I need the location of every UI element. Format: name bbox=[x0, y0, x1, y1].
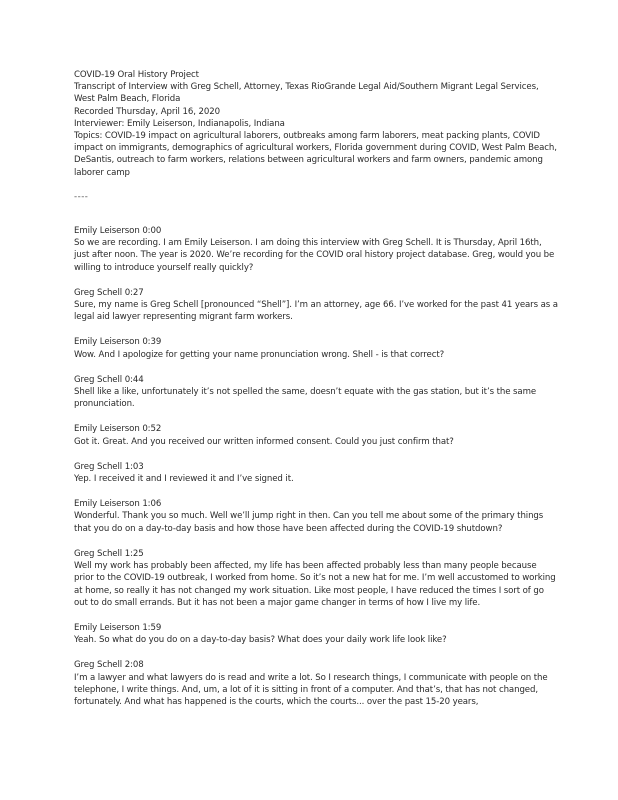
transcript-entry bbox=[74, 374, 558, 411]
speaker-timestamp: Emily Leiserson 1:59 bbox=[74, 622, 162, 633]
interviewer-info: Interviewer: Emily Leiserson, Indianapolis, Indiana bbox=[74, 118, 285, 129]
utterance-text: Shell like a like, unfortunately it’s not spelled the same, doesn’t equate with the gas station, but it’s the same pronunciation. bbox=[74, 387, 537, 410]
transcript-entry bbox=[74, 548, 558, 609]
utterance-text: So we are recording. I am Emily Leiserson. I am doing this interview with Greg Schell. It is Thursday, April 16th, just after noon. The year is 2020. We’re recording for the COVID oral history project database. Greg, would you be willing to introduce yourself really quickly? bbox=[74, 238, 555, 273]
transcript-title: Transcript of Interview with Greg Schell, Attorney, Texas RioGrande Legal Aid/Southern Migrant Legal Services, West Palm Beach, Florida bbox=[74, 82, 539, 105]
speaker-timestamp: Greg Schell 0:27 bbox=[74, 287, 144, 298]
speaker-timestamp: Greg Schell 2:08 bbox=[74, 660, 144, 671]
transcript-entry bbox=[74, 498, 558, 535]
speaker-timestamp: Greg Schell 1:03 bbox=[74, 461, 144, 472]
utterance-text: Yep. I received it and I reviewed it and I’ve signed it. bbox=[74, 474, 294, 485]
transcript-entry bbox=[74, 659, 558, 708]
speaker-timestamp: Emily Leiserson 1:06 bbox=[74, 499, 162, 510]
transcript-entry bbox=[74, 622, 558, 646]
transcript-entry bbox=[74, 287, 558, 324]
speaker-timestamp: Greg Schell 0:44 bbox=[74, 374, 144, 385]
utterance-text: Sure, my name is Greg Schell [pronounced “Shell”]. I’m an attorney, age 66. I’ve worked for the past 41 years as a legal aid lawyer representing migrant farm workers. bbox=[74, 300, 558, 323]
document-header bbox=[74, 69, 558, 179]
speaker-timestamp: Emily Leiserson 0:39 bbox=[74, 337, 162, 348]
utterance-text: Wonderful. Thank you so much. Well we’ll jump right in then. Can you tell me about some of the primary things that you do on a day-to-day basis and how those have been affected during the COVID-19 shutdown? bbox=[74, 511, 544, 534]
utterance-text: Well my work has probably been affected, my life has been affected probably less than many people because prior to the COVID-19 outbreak, I worked from home. So it’s not a new hat for me. I’m well accustomed to working at home, so really it has not changed my work situation. Like most people, I have reduced the times I sort of go out to do small errands. But it has not been a major game changer in terms of how I live my life. bbox=[74, 561, 556, 608]
transcript-body bbox=[74, 225, 558, 708]
recorded-date: Recorded Thursday, April 16, 2020 bbox=[74, 106, 220, 117]
utterance-text: Yeah. So what do you do on a day-to-day basis? What does your daily work life look like? bbox=[74, 635, 447, 646]
speaker-timestamp: Greg Schell 1:25 bbox=[74, 548, 144, 559]
utterance-text: Wow. And I apologize for getting your name pronunciation wrong. Shell - is that correct? bbox=[74, 349, 445, 360]
topics-list: Topics: COVID-19 impact on agricultural laborers, outbreaks among farm laborers, meat packing plants, COVID impact on immigrants, demographics of agricultural workers, Florida government during COVID, West Palm Beach, DeSantis, outreach to farm workers, relations between agricultural workers and farm owners, pandemic among laborer camp bbox=[74, 131, 557, 178]
transcript-entry bbox=[74, 461, 558, 485]
speaker-timestamp: Emily Leiserson 0:52 bbox=[74, 424, 162, 435]
transcript-page bbox=[74, 69, 558, 721]
transcript-entry bbox=[74, 336, 558, 360]
utterance-text: I’m a lawyer and what lawyers do is read and write a lot. So I research things, I communicate with people on the telephone, I write things. And, um, a lot of it is sitting in front of a computer. And that’s, that has not changed, fortunately. And what has happened is the courts, which the courts... over the past 15-20 years, bbox=[74, 672, 548, 707]
transcript-entry bbox=[74, 423, 558, 447]
project-title: COVID-19 Oral History Project bbox=[74, 70, 199, 80]
section-separator: ---- bbox=[74, 191, 89, 202]
utterance-text: Got it. Great. And you received our written informed consent. Could you just confirm that? bbox=[74, 436, 454, 447]
transcript-entry bbox=[74, 225, 558, 274]
speaker-timestamp: Emily Leiserson 0:00 bbox=[74, 226, 162, 237]
